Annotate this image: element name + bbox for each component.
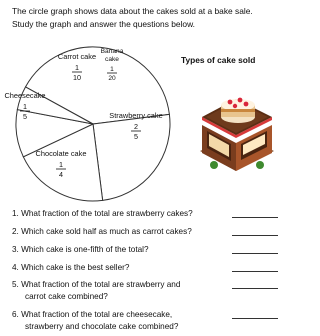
fraction-cheesecake-numerator: 1 [23, 102, 27, 111]
question-3: 3. Which cake is one-fifth of the total? [12, 245, 149, 254]
label-cheesecake: Cheesecake [4, 91, 46, 100]
fraction-strawberry-cake-denominator: 5 [134, 132, 138, 141]
intro-text [12, 5, 287, 30]
fraction-cheesecake-denominator: 5 [23, 112, 27, 121]
fraction-strawberry-cake-numerator: 2 [134, 122, 138, 131]
label-chocolate-cake: Chocolate cake [35, 149, 87, 158]
answer-blank-4[interactable] [232, 271, 278, 272]
chart-title: Types of cake sold [181, 55, 256, 65]
answer-blank-6[interactable] [232, 318, 278, 319]
question-6-continued: strawberry and chocolate cake combined? [25, 322, 179, 331]
answer-blank-3[interactable] [232, 253, 278, 254]
label-carrot-cake: Carrot cake [57, 52, 97, 61]
intro-line-2: Study the graph and answer the questions below. [12, 18, 195, 29]
fraction-carrot-cake-numerator: 1 [75, 63, 79, 72]
question-2: 2. Which cake sold half as much as carrot cakes? [12, 227, 192, 236]
fraction-carrot-cake-denominator: 10 [73, 73, 81, 82]
question-6: 6. What fraction of the total are cheesecake, [12, 310, 173, 319]
fraction-chocolate-cake-denominator: 4 [59, 170, 63, 179]
fraction-chocolate-cake-numerator: 1 [59, 160, 63, 169]
intro-line-1: The circle graph shows data about the cakes sold at a bake sale. [12, 6, 253, 16]
bakery-shop-icon [196, 87, 278, 185]
pie-chart [0, 40, 180, 210]
fraction-banana-cake-numerator: 1 [110, 66, 114, 73]
pie-slice-chocolate-cake [93, 114, 170, 200]
question-5-continued: carrot cake combined? [25, 292, 108, 301]
label-strawberry-cake: Strawberry cake [109, 111, 163, 120]
label-banana-cake-word-2: cake [105, 56, 119, 63]
fraction-banana-cake-denominator: 20 [108, 75, 116, 82]
question-5: 5. What fraction of the total are strawberry and [12, 280, 181, 289]
question-1: 1. What fraction of the total are strawberry cakes? [12, 209, 193, 218]
question-4: 4. Which cake is the best seller? [12, 263, 130, 272]
label-banana-cake-word-1: Banana [100, 48, 124, 55]
answer-blank-2[interactable] [232, 235, 278, 236]
answer-blank-5[interactable] [232, 288, 278, 289]
answer-blank-1[interactable] [232, 217, 278, 218]
